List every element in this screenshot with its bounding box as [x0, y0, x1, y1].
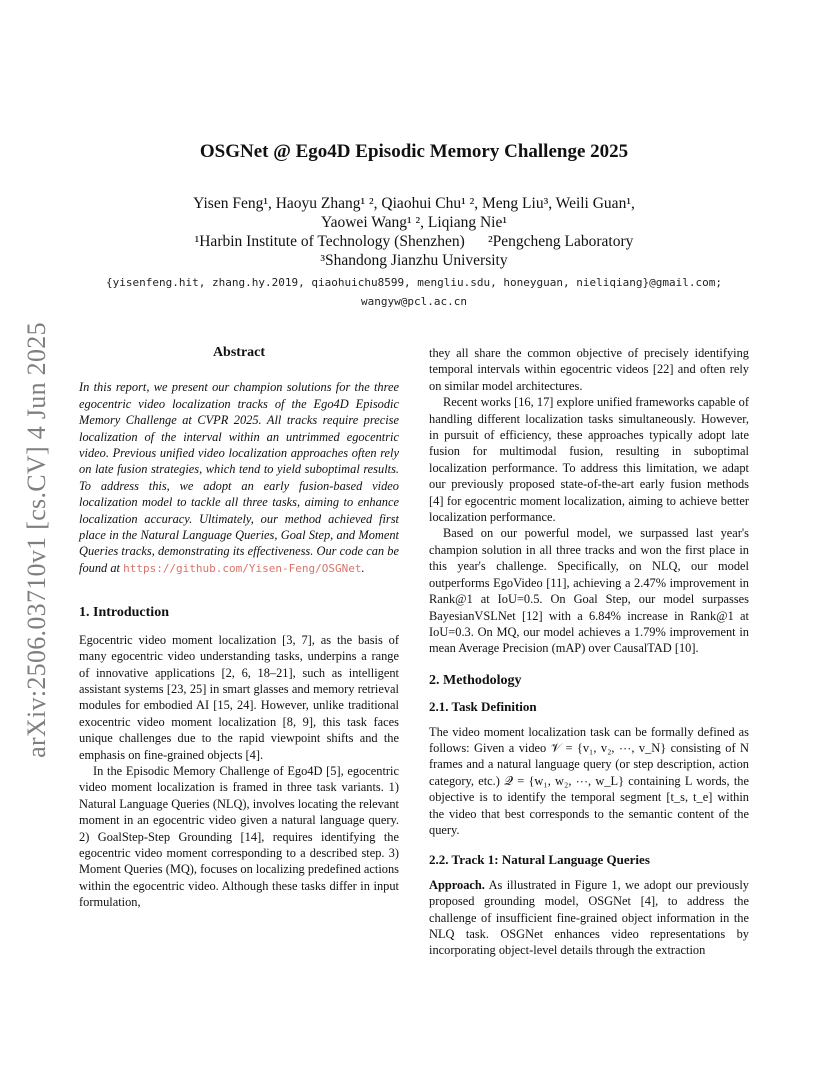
emails-line-1: {yisenfeng.hit, zhang.hy.2019, qiaohuichu8599, mengliu.sdu, honeyguan, nieliqiang}@gmail.com; [106, 276, 722, 289]
abstract-heading: Abstract [212, 345, 266, 360]
intro-paragraph-1: Egocentric video moment localization [3, 7], as the basis of many egocentric video understanding tasks, underpins a range of innovative applications [2, 6, 18–21], such as intelligent assistant systems [23, 25] in smart glasses and memory retrieval modules for embodied AI [15, 24]. However, unlike traditional exocentric video moment localization [8, 9], this task faces unique challenges due to the rapid viewpoint shifts and the emphasis on fine-grained objects [4]. [79, 632, 399, 762]
task-definition-heading: 2.1. Task Definition [429, 699, 537, 715]
abstract-end: . [361, 560, 365, 575]
right-paragraph-1: Recent works [16, 17] explore unified frameworks capable of handling different localization tasks simultaneously. However, in pursuit of efficiency, these approaches typically adopt late fusion for multimodal fusion, resulting in suboptimal localization performance. To address this limitation, we adapt our previously proposed state-of-the-art early fusion methods [4] for egocentric moment localization, aiming to achieve better localization performance. [429, 395, 749, 525]
approach-text: As illustrated in Figure 1, we adopt our previously proposed grounding model, OSGNet [4], to address the challenge of insufficient fine-grained object information in the NLQ task. OSGNet enhances video representations by incorporating object-level details through the extraction [429, 877, 750, 958]
intro-paragraph-2: In the Episodic Memory Challenge of Ego4D [5], egocentric video moment localization is framed in three task variants. 1) Natural Language Queries (NLQ), involves locating the relevant moment in an egocentric video given a natural language query. 2) GoalStep-Step Grounding [14], requires identifying the egocentric video moment corresponding to a described step. 3) Moment Queries (MQ), focuses on localizing predefined actions within the egocentric video. Although these tasks differ in input formulation, [79, 763, 399, 910]
left-column [79, 345, 399, 911]
right-paragraph-2: Based on our powerful model, we surpassed last year's champion solution in all three tracks and won the first place in this year's challenge. Specifically, on NLQ, our model outperforms EgoVideo [11], achieving a 2.47% improvement in Rank@1 at IoU=0.5. On Goal Step, our model surpasses BayesianVSLNet [12] with a 6.84% increase in Rank@1 at IoU=0.3. On MQ, our model achieves a 1.79% improvement in mean Average Precision (mAP) over CausalTAD [10]. [429, 526, 749, 656]
arxiv-sidebar-stamp [14, 300, 60, 780]
task-definition-text: The video moment localization task can be formally defined as follows: Given a video 𝒱 = {v₁, v₂, ⋯, v_N} consisting of N frames and a natural language query (or step description, action category, etc.) 𝒬 = {w₁, w₂, ⋯, w_L} containing L words, the objective is to identify the temporal segment [t_s, t_e] within the video that best corresponds to the semantic content of the query. [429, 724, 749, 837]
emails-line-2: wangyw@pcl.ac.cn [361, 295, 467, 308]
author-block [150, 194, 678, 270]
email-block [60, 273, 768, 311]
code-link[interactable]: https://github.com/Yisen-Feng/OSGNet [123, 561, 362, 575]
track1-heading: 2.2. Track 1: Natural Language Queries [429, 852, 650, 868]
right-column [429, 345, 749, 959]
authors-line-2: Yaowei Wang¹ ², Liqiang Nie¹ [320, 214, 508, 231]
approach-label: Approach. [429, 877, 485, 892]
methodology-heading: 2. Methodology [429, 672, 522, 688]
abstract-body: In this report, we present our champion solutions for the three egocentric video localization tracks of the Ego4D Episodic Memory Challenge at CVPR 2025. All tracks require precise localization of the interval within an untrimmed egocentric video. Previous unified video localization approaches often rely on late fusion strategies, which tend to yield suboptimal results. To address this, we adopt an early fusion-based video localization model to tackle all three tasks, aiming to enhance localization accuracy. Ultimately, our method achieved first place in the Natural Language Queries, Goal Step, and Moment Queries tracks, demonstrating its effectiveness. Our code can be found at [79, 380, 399, 575]
right-paragraph-0: they all share the common objective of precisely identifying temporal intervals within egocentric videos [22] and often rely on similar model architectures. [429, 346, 749, 393]
intro-heading: 1. Introduction [79, 605, 169, 621]
authors-line-1: Yisen Feng¹, Haoyu Zhang¹ ², Qiaohui Chu¹ ², Meng Liu³, Weili Guan¹, [193, 195, 635, 212]
affiliations-line-1: ¹Harbin Institute of Technology (Shenzhen) ²Pengcheng Laboratory [194, 233, 634, 250]
affiliations-line-2: ³Shandong Jianzhu University [320, 252, 508, 269]
abstract-text [79, 379, 399, 577]
paper-title: OSGNet @ Ego4D Episodic Memory Challenge 2025 [199, 141, 629, 162]
approach-paragraph [429, 877, 749, 959]
arxiv-identifier: arXiv:2506.03710v1 [cs.CV] 4 Jun 2025 [22, 322, 52, 758]
